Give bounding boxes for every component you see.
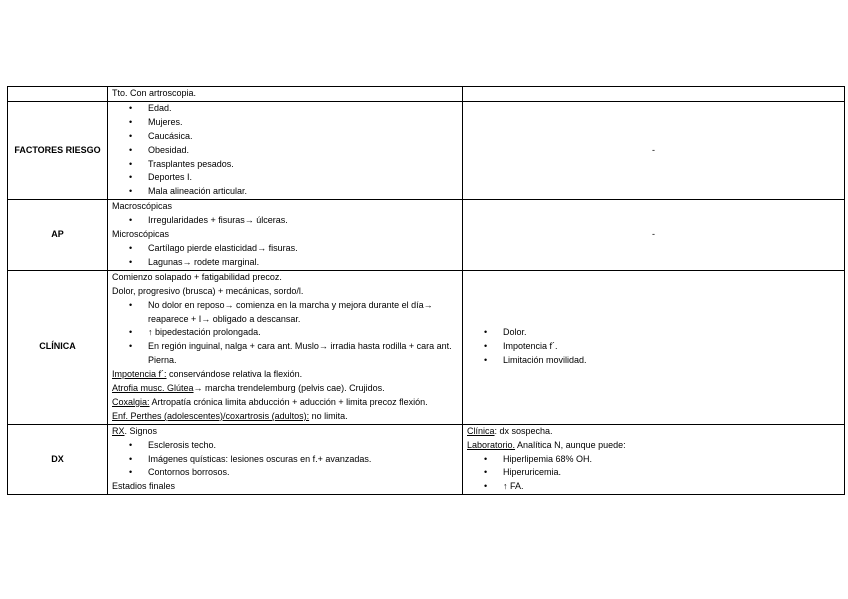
ap-macro-title: Macroscópicas (112, 201, 173, 212)
rx-label: RX (112, 425, 125, 436)
list-item: • No dolor en reposo→ comienza en la marcha y mejora durante el día→ reaparece + I→ obligado a descansar. (112, 299, 458, 327)
dx-cell (108, 424, 463, 495)
ap-right-cell: - (463, 200, 845, 271)
rx-text: . Signos (124, 425, 158, 436)
coxalgia-line (112, 396, 458, 410)
impotencia-text: conservándose relativa la flexión. (166, 369, 303, 380)
clinica-line-2: Dolor, progresivo (brusca) + mecánicas, sordo/l. (112, 285, 304, 296)
dx-right-cell (463, 424, 845, 495)
list-item: • Mala alineación articular. (112, 185, 458, 199)
clinica-line-1: Comienzo solapado + fatigabilidad precoz. (112, 271, 282, 282)
tto-cell (108, 87, 463, 102)
list-item: • Edad. (112, 102, 458, 116)
list-item: • En región inguinal, nalga + cara ant. Muslo→ irradia hasta rodilla + cara ant. Pierna. (112, 340, 458, 368)
row-label-dx: DX (8, 424, 108, 495)
enf-text: no limita. (309, 410, 348, 421)
list-item: • Hiperlipemia 68% OH. (467, 453, 840, 467)
atrofia-text: → marcha trendelemburg (pelvis cae). Crujidos. (193, 383, 385, 394)
list-item: • Mujeres. (112, 116, 458, 130)
clinica-dx-line (467, 425, 840, 439)
list-item: • Imágenes quísticas: lesiones oscuras en f.+ avanzadas. (112, 453, 458, 467)
clinica-dx-text: : dx sospecha. (494, 425, 553, 436)
table-row-ap (8, 200, 845, 271)
table-row-clinica (8, 270, 845, 424)
tto-right-cell (463, 87, 845, 102)
list-item: • ↑ FA. (467, 480, 840, 494)
coxalgia-label: Coxalgia: (112, 396, 150, 407)
list-item: • Esclerosis techo. (112, 439, 458, 453)
impotencia-label: Impotencia f´: (112, 369, 167, 380)
table-row-factores-riesgo (8, 101, 845, 199)
list-item: • Deportes I. (112, 171, 458, 185)
lab-list (467, 453, 840, 495)
lab-text: Analítica N, aunque puede: (515, 439, 626, 450)
clinica-right-cell (463, 270, 845, 424)
row-label-factores-riesgo: FACTORES RIESGO (8, 101, 108, 199)
list-item: • Trasplantes pesados. (112, 158, 458, 172)
ap-cell (108, 200, 463, 271)
ap-macro-list (112, 214, 458, 228)
atrofia-label: Atrofia musc. Glútea (112, 383, 194, 394)
rx-footer: Estadios finales (112, 481, 176, 492)
list-item: • Dolor. (467, 326, 840, 340)
list-item: • Irregularidades + fisuras→ úlceras. (112, 214, 458, 228)
impotencia-line (112, 368, 458, 382)
clinica-dx-label: Clínica (467, 425, 495, 436)
list-item: • Cartílago pierde elasticidad→ fisuras. (112, 242, 458, 256)
clinica-right-list (467, 326, 840, 368)
tto-text: Tto. Con artroscopia. (112, 88, 197, 98)
row-label-clinica: CLÍNICA (8, 270, 108, 424)
factores-list (112, 102, 458, 199)
ap-micro-list (112, 242, 458, 270)
list-item: • ↑ bipedestación prolongada. (112, 326, 458, 340)
list-item: • Lagunas→ rodete marginal. (112, 256, 458, 270)
rx-list (112, 439, 458, 481)
enf-line (112, 410, 458, 424)
lab-label: Laboratorio. (467, 439, 516, 450)
factores-list-cell (108, 101, 463, 199)
rx-line (112, 425, 458, 439)
clinical-table (7, 86, 845, 495)
list-item: • Hiperuricemia. (467, 466, 840, 480)
coxalgia-text: Artropatía crónica limita abducción + aducción + limita precoz flexión. (149, 396, 428, 407)
table-row-dx (8, 424, 845, 495)
table-row-tto (8, 87, 845, 102)
clinica-list (112, 299, 458, 369)
list-item: • Limitación movilidad. (467, 354, 840, 368)
enf-label: Enf. Perthes (adolescentes)/coxartrosis (adultos): (112, 410, 310, 421)
clinica-cell (108, 270, 463, 424)
row-label-ap: AP (8, 200, 108, 271)
list-item: • Contornos borrosos. (112, 466, 458, 480)
factores-right-cell: - (463, 101, 845, 199)
ap-micro-title: Microscópicas (112, 229, 170, 240)
list-item: • Impotencia f´. (467, 340, 840, 354)
atrofia-line (112, 382, 458, 396)
row-label (8, 87, 108, 102)
lab-line (467, 439, 840, 453)
list-item: • Obesidad. (112, 144, 458, 158)
list-item: • Caucásica. (112, 130, 458, 144)
